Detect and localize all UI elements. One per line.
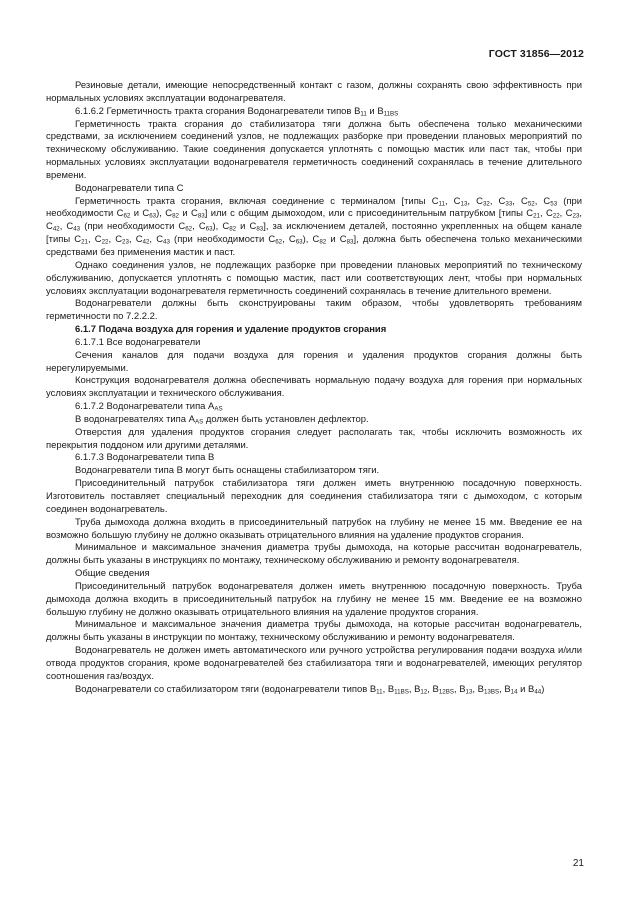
document-code: ГОСТ 31856—2012: [488, 48, 584, 60]
paragraph: Водонагреватель не должен иметь автоматического или ручного устройства регулирования подачи воздуха и/или отвода продуктов сгорания, кроме водонагревателей без стабилизатора тяги и водонагревателей, имеющих регулятор соотношения газ/воздух.: [46, 645, 582, 682]
paragraph: 6.1.6.2 Герметичность тракта сгорания Водонагреватели типов $В_{11}$ и $В_{11BS}$: [75, 105, 399, 118]
document-body: [46, 80, 582, 697]
paragraph: Общие сведения: [75, 568, 150, 580]
paragraph: Сечения каналов для подачи воздуха для горения и удаления продуктов сгорания должны быть нерегулируемыми.: [46, 349, 582, 374]
paragraph: Водонагреватели со стабилизатором тяги (водонагреватели типов $В_{11}$, $В_{11BS}$, $В_{12}$, $В_{12BS}$, $В_{13}$, $В_{13BS}$, $В_{14}$ и $В_{44}$): [75, 683, 545, 696]
paragraph: Присоединительный патрубок водонагревателя должен иметь внутреннюю посадочную поверхность. Труба дымохода должна входить в присоединительный патрубок на глубину не менее 15 мм. Введение ее на возможно большую глубину не должно оказывать отрицательного влияния на удаление продуктов сгорания.: [46, 580, 582, 618]
paragraph: Водонагреватели должны быть сконструированы таким образом, чтобы удовлетворять требованиям герметичности по 7.2.2.2.: [46, 298, 582, 323]
section-heading: 6.1.7 Подача воздуха для горения и удаление продуктов сгорания: [75, 324, 387, 336]
paragraph: Минимальное и максимальное значения диаметра трубы дымохода, на которые рассчитан водонагреватель, должны быть указаны в инструкциях по монтажу, техническому обслуживанию и ремонту водонагревателя.: [46, 542, 582, 567]
paragraph: Конструкция водонагревателя должна обеспечивать нормальную подачу воздуха для горения при нормальных условиях эксплуатации и технического обслуживания.: [46, 375, 582, 400]
paragraph: Герметичность тракта сгорания до стабилизатора тяги должна быть обеспечена только механическими средствами, за исключением соединений узлов, не подлежащих разборке при проведении плановых мероприятий по техническому обслуживанию. Такие соединения допускается уплотнять с помощью мастик или паст так, чтобы при нормальных условиях эксплуатации водонагревателя герметичность соединений сохранялась в течение длительного времени.: [46, 118, 582, 181]
paragraph: Водонагреватели типа В могут быть оснащены стабилизатором тяги.: [75, 465, 380, 477]
paragraph: 6.1.7.2 Водонагреватели типа $А_{AS}$: [75, 401, 223, 413]
paragraph: В водонагревателях типа $А_{AS}$ должен быть установлен дефлектор.: [75, 413, 369, 426]
paragraph: Однако соединения узлов, не подлежащих разборке при проведении плановых мероприятий по техническому обслуживанию, допускается уплотнять с помощью мастик, паст или соответствующих лент, чтобы при нормальных условиях эксплуатации водонагревателя герметичность соединений сохранялась в течение длительного времени.: [46, 259, 582, 297]
paragraph: 6.1.7.1 Все водонагреватели: [75, 336, 201, 348]
paragraph: Присоединительный патрубок стабилизатора тяги должен иметь внутреннюю посадочную поверхность. Изготовитель поставляет специальный переходник для соединения стабилизатора тяги с дымоходом, с которым соединен водонагреватель.: [46, 478, 582, 515]
paragraph: Резиновые детали, имеющие непосредственный контакт с газом, должны сохранять свою эффективность при нормальных условиях эксплуатации водонагревателя.: [46, 80, 582, 104]
page-number: 21: [572, 858, 584, 869]
paragraph: 6.1.7.3 Водонагреватели типа В: [75, 452, 215, 464]
paragraph: Герметичность тракта сгорания, включая соединение с терминалом [типы $С_{11}$, $С_{13}$, $С_{32}$, $С_{33}$, $С_{52}$, $С_{53}$ (при необходимости $С_{62}$ и $С_{63}$), $С_{82}$ и $С_{83}$] или с общим дымоходом, или с присоединительным патрубком [типы $С_{21}$, $С_{22}$, $С_{23}$, $С_{42}$, $С_{43}$ (при необходимости $С_{62}$, $С_{63}$), $С_{82}$ и $С_{83}$], за исключением деталей, постоянно укрепленных на общем канале [типы $С_{21}$, $С_{22}$, $С_{23}$, $С_{42}$, $С_{43}$ (при необходимости $С_{62}$, $С_{63}$), $С_{82}$ и $С_{83}$], должна быть обеспечена только механическими средствами без применения мастик и паст.: [46, 195, 583, 258]
paragraph: Труба дымохода должна входить в присоединительный патрубок на глубину не менее 15 мм. Введение ее на возможно большую глубину не должно оказывать отрицательного влияния на удаление продуктов сгорания.: [46, 516, 582, 541]
paragraph: Отверстия для удаления продуктов сгорания следует располагать так, чтобы исключить возможность их перекрытия поддоном или другими деталями.: [46, 426, 582, 451]
paragraph: Водонагреватели типа С: [75, 182, 184, 194]
paragraph: Минимальное и максимальное значения диаметра трубы дымохода, на которые рассчитан водонагреватель, должны быть указаны в инструкции по монтажу, техническому обслуживанию и ремонту водонагревателя.: [46, 619, 582, 644]
